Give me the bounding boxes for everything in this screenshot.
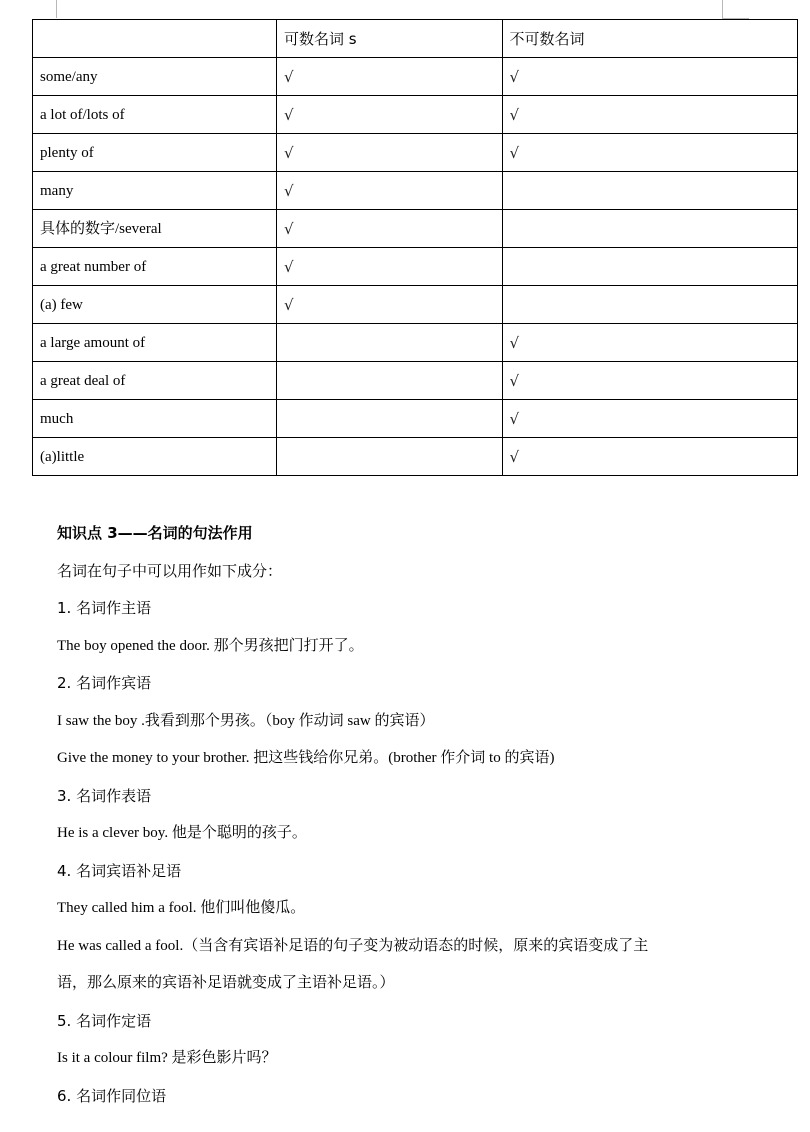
table-header-cell: 不可数名词 — [502, 20, 798, 58]
item-title: 5. 名词作定语 — [57, 1011, 152, 1030]
example-sentence: They called him a fool. 他们叫他傻瓜。 — [57, 900, 306, 916]
quantifier-cell: (a)little — [33, 438, 277, 476]
table-row — [33, 324, 798, 362]
example-sentence: I saw the boy .我看到那个男孩。（boy 作动词 saw 的宾语） — [57, 712, 435, 729]
uncountable-mark-cell: √ — [502, 400, 798, 438]
table-row — [33, 248, 798, 286]
example-sentence: He was called a fool.（当含有宾语补足语的句子变为被动语态的时候，原来的宾语变成了主 — [57, 937, 649, 954]
example-sentence: Is it a colour film? 是彩色影片吗？ — [57, 1050, 277, 1066]
countable-mark-cell: √ — [277, 134, 502, 172]
uncountable-mark-cell — [502, 286, 798, 324]
quantifier-cell: 具体的数字/several — [33, 210, 277, 248]
countable-mark-cell — [277, 324, 502, 362]
uncountable-mark-cell — [502, 172, 798, 210]
countable-mark-cell: √ — [277, 286, 502, 324]
uncountable-mark-cell: √ — [502, 362, 798, 400]
example-sentence: He is a clever boy. 他是个聪明的孩子。 — [57, 825, 307, 841]
uncountable-mark-cell: √ — [502, 438, 798, 476]
item-title: 2. 名词作宾语 — [57, 674, 152, 692]
table-row — [33, 400, 798, 438]
quantifier-cell: many — [33, 172, 277, 210]
table-row — [33, 172, 798, 210]
table-header-cell: 可数名词 s — [277, 20, 502, 58]
page-corner-mark-right — [722, 0, 749, 19]
countable-mark-cell — [277, 400, 502, 438]
section-heading: 知识点 3——名词的句法作用 — [57, 524, 253, 542]
quantifier-table-body — [33, 20, 798, 476]
item-title: 1. 名词作主语 — [57, 599, 152, 617]
quantifier-cell: a large amount of — [33, 324, 277, 362]
table-row — [33, 96, 798, 134]
quantifier-table — [32, 19, 798, 476]
syntax-section — [57, 518, 757, 1118]
table-row — [33, 210, 798, 248]
quantifier-cell: much — [33, 400, 277, 438]
table-row — [33, 438, 798, 476]
countable-mark-cell: √ — [277, 210, 502, 248]
uncountable-mark-cell — [502, 248, 798, 286]
uncountable-mark-cell: √ — [502, 324, 798, 362]
countable-mark-cell: √ — [277, 248, 502, 286]
quantifier-cell: some/any — [33, 58, 277, 96]
quantifier-cell: a lot of/lots of — [33, 96, 277, 134]
table-header-cell — [33, 20, 277, 58]
countable-mark-cell — [277, 438, 502, 476]
uncountable-mark-cell: √ — [502, 58, 798, 96]
item-title: 4. 名词宾语补足语 — [57, 861, 182, 880]
table-row — [33, 362, 798, 400]
table-row — [33, 58, 798, 96]
countable-mark-cell: √ — [277, 172, 502, 210]
countable-mark-cell — [277, 362, 502, 400]
countable-mark-cell: √ — [277, 58, 502, 96]
example-sentence: Give the money to your brother. 把这些钱给你兄弟。(brother 作介词 to 的宾语) — [57, 750, 555, 766]
quantifier-cell: (a) few — [33, 286, 277, 324]
example-sentence-continued: 语，那么原来的宾语补足语就变成了主语补足语。） — [57, 975, 395, 991]
table-row — [33, 286, 798, 324]
countable-mark-cell: √ — [277, 96, 502, 134]
uncountable-mark-cell: √ — [502, 96, 798, 134]
quantifier-cell: a great number of — [33, 248, 277, 286]
item-title: 3. 名词作表语 — [57, 786, 152, 805]
item-title: 6. 名词作同位语 — [57, 1086, 167, 1105]
table-header-row — [33, 20, 798, 58]
page-corner-mark-left — [56, 0, 57, 18]
quantifier-cell: plenty of — [33, 134, 277, 172]
table-row — [33, 134, 798, 172]
section-intro: 名词在句子中可以用作如下成分： — [57, 561, 283, 580]
uncountable-mark-cell — [502, 210, 798, 248]
uncountable-mark-cell: √ — [502, 134, 798, 172]
example-sentence: The boy opened the door. 那个男孩把门打开了。 — [57, 637, 364, 654]
quantifier-cell: a great deal of — [33, 362, 277, 400]
